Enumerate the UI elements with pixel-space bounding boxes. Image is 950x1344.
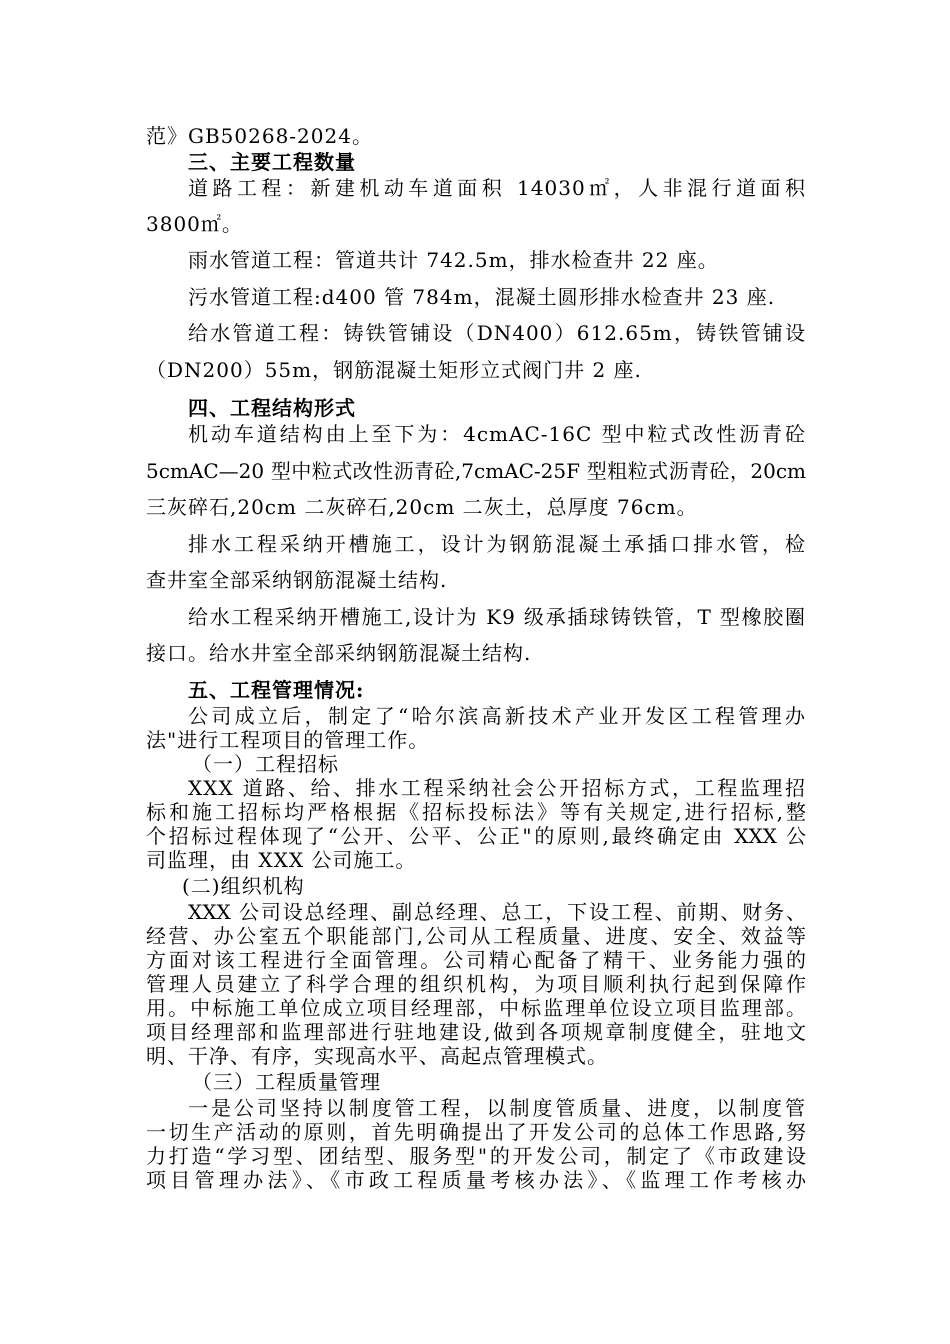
text-line: 方面对该工程进行全面管理。公司精心配备了精干、业务能力强的 [146,948,806,972]
text-line: 接口。给水井室全部采纳钢筋混凝土结构. [146,641,532,665]
text-line: 管理人员建立了科学合理的组织机构，为项目顺利执行起到保障作 [146,972,806,996]
text-line: 力打造“学习型、团结型、服务型"的开发公司，制定了《市政建设 [146,1144,806,1168]
text-line: 公司成立后，制定了“哈尔滨高新技术产业开发区工程管理办 [188,704,806,728]
text-line: XXX 公司设总经理、副总经理、总工，下设工程、前期、财务、 [188,900,806,924]
text-line: 三灰碎石,20cm 二灰碎石,20cm 二灰土，总厚度 76cm。 [146,495,698,519]
text-line: 雨水管道工程：管道共计 742.5m，排水检查井 22 座。 [188,248,719,272]
text-line: 范》GB50268-2024。 [146,124,373,148]
text-line: 查井室全部采纳钢筋混凝土结构. [146,568,448,592]
text-line: 标和施工招标均严格根据《招标投标法》等有关规定,进行招标,整 [146,800,806,824]
subsection-heading: （三）工程质量管理 [192,1070,381,1094]
section-heading: 五、工程管理情况: [188,678,365,702]
section-heading: 三、主要工程数量 [188,150,356,174]
text-line: 法"进行工程项目的管理工作。 [146,728,430,752]
text-line: 明、干净、有序，实现高水平、高起点管理模式。 [146,1044,608,1068]
subsection-heading: (二)组织机构 [182,874,305,898]
text-line: 项目管理办法》、《市政工程质量考核办法》、《监理工作考核办 [146,1168,806,1192]
subsection-heading: （一）工程招标 [192,752,339,776]
text-line: 个招标过程体现了“公开、公平、公正"的原则,最终确定由 XXX 公 [146,824,806,848]
text-line: 排水工程采纳开槽施工，设计为钢筋混凝土承插口排水管，检 [188,532,806,556]
text-line: 用。中标施工单位成立项目经理部，中标监理单位设立项目监理部。 [146,996,806,1020]
text-line: 3800㎡。 [146,212,243,236]
section-heading: 四、工程结构形式 [188,396,356,420]
text-line: XXX 道路、给、排水工程采纳社会公开招标方式，工程监理招 [188,776,806,800]
text-line: 机动车道结构由上至下为：4cmAC-16C 型中粒式改性沥青砼 [188,422,806,446]
text-line: 道路工程：新建机动车道面积 14030㎡，人非混行道面积 [188,176,806,200]
text-line: 项目经理部和监理部进行驻地建设,做到各项规章制度健全，驻地文 [146,1020,806,1044]
text-line: 污水管道工程:d400 管 784m，混凝土圆形排水检查井 23 座. [188,285,776,309]
text-line: 给水工程采纳开槽施工,设计为 K9 级承插球铸铁管，T 型橡胶圈 [188,605,806,629]
text-line: 给水管道工程：铸铁管铺设（DN400）612.65m，铸铁管铺设 [188,321,806,345]
text-line: （DN200）55m，钢筋混凝土矩形立式阀门井 2 座. [146,358,642,382]
text-line: 经营、办公室五个职能部门,公司从工程质量、进度、安全、效益等 [146,924,806,948]
text-line: 5cmAC—20 型中粒式改性沥青砼,7cmAC-25F 型粗粒式沥青砼，20cm [146,459,806,483]
text-line: 一切生产活动的原则，首先明确提出了开发公司的总体工作思路,努 [146,1120,806,1144]
text-line: 司监理，由 XXX 公司施工。 [146,848,417,872]
text-line: 一是公司坚持以制度管工程，以制度管质量、进度，以制度管 [188,1096,806,1120]
